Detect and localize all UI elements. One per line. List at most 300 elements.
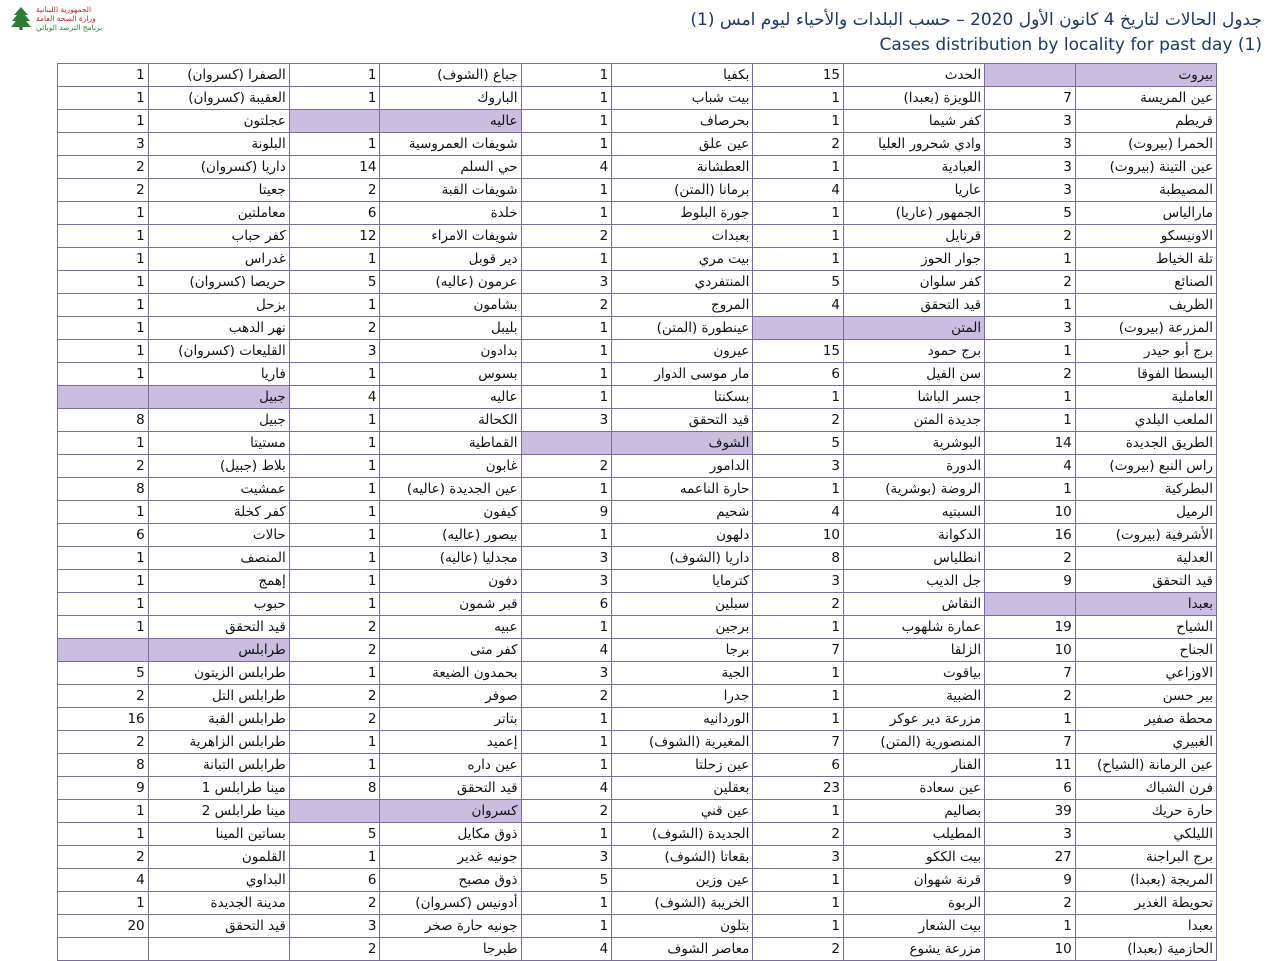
case-count-cell: 4 — [753, 294, 844, 317]
case-count-cell: 1 — [753, 800, 844, 823]
case-count-cell: 2 — [753, 133, 844, 156]
locality-name-cell: راس النبع (بيروت) — [1075, 455, 1216, 478]
locality-name-cell: الاوزاعي — [1075, 662, 1216, 685]
locality-name-cell: قيد التحقق — [380, 777, 521, 800]
case-count-cell: 2 — [521, 225, 612, 248]
case-count-cell: 5 — [521, 869, 612, 892]
case-count-cell: 16 — [58, 708, 149, 731]
case-count-cell: 9 — [521, 501, 612, 524]
case-count-cell: 1 — [289, 662, 380, 685]
case-count-cell: 4 — [521, 156, 612, 179]
case-count-cell — [289, 800, 380, 823]
locality-name-cell: قيد التحقق — [148, 616, 289, 639]
case-count-cell: 4 — [58, 869, 149, 892]
case-count-cell: 6 — [289, 202, 380, 225]
locality-name-cell: جورة البلوط — [612, 202, 753, 225]
table-row — [58, 409, 1217, 432]
table-row — [58, 616, 1217, 639]
case-count-cell: 4 — [521, 777, 612, 800]
locality-name-cell: سبلين — [612, 593, 753, 616]
locality-name-cell: فاريا — [148, 363, 289, 386]
locality-name-cell: مزرعة يشوع — [844, 938, 985, 961]
case-count-cell: 19 — [985, 616, 1076, 639]
logo-line-2: وزارة الصحة العامة — [36, 13, 96, 23]
locality-name-cell: مستيتا — [148, 432, 289, 455]
case-count-cell — [521, 432, 612, 455]
locality-name-cell: مدينة الجديدة — [148, 892, 289, 915]
locality-name-cell: دلهون — [612, 524, 753, 547]
case-count-cell: 2 — [289, 616, 380, 639]
case-count-cell: 2 — [521, 800, 612, 823]
case-count-cell: 1 — [753, 685, 844, 708]
locality-name-cell: قيد التحقق — [612, 409, 753, 432]
case-count-cell: 3 — [753, 455, 844, 478]
locality-name-cell: عينطورة (المتن) — [612, 317, 753, 340]
case-count-cell: 1 — [289, 524, 380, 547]
locality-name-cell: مجدليا (عاليه) — [380, 547, 521, 570]
case-count-cell: 4 — [753, 179, 844, 202]
locality-name-cell: الكحالة — [380, 409, 521, 432]
locality-name-cell: أدونيس (كسروان) — [380, 892, 521, 915]
case-count-cell: 1 — [753, 915, 844, 938]
case-count-cell: 1 — [58, 64, 149, 87]
locality-name-cell: برج حمود — [844, 340, 985, 363]
locality-name-cell: الصفرا (كسروان) — [148, 64, 289, 87]
case-count-cell — [58, 639, 149, 662]
locality-name-cell: المصيطبة — [1075, 179, 1216, 202]
locality-name-cell: نهر الدهب — [148, 317, 289, 340]
case-count-cell: 1 — [289, 478, 380, 501]
case-count-cell — [753, 317, 844, 340]
locality-name-cell: بتلون — [612, 915, 753, 938]
case-count-cell: 1 — [521, 478, 612, 501]
case-count-cell: 2 — [58, 731, 149, 754]
title-arabic: جدول الحالات لتاريخ 4 كانون الأول 2020 – حسب البلدات والأحياء ليوم امس (1) — [690, 10, 1262, 30]
locality-name-cell: محطة صفير — [1075, 708, 1216, 731]
case-count-cell: 1 — [58, 892, 149, 915]
case-count-cell: 1 — [985, 409, 1076, 432]
case-count-cell: 3 — [521, 662, 612, 685]
locality-name-cell: بصاليم — [844, 800, 985, 823]
case-count-cell: 1 — [289, 294, 380, 317]
case-count-cell: 1 — [58, 317, 149, 340]
locality-name-cell: مينا طرابلس 2 — [148, 800, 289, 823]
case-count-cell: 6 — [753, 363, 844, 386]
locality-name-cell: مارالياس — [1075, 202, 1216, 225]
table-row — [58, 685, 1217, 708]
table-row — [58, 524, 1217, 547]
case-count-cell: 3 — [289, 915, 380, 938]
locality-name-cell: المريجة (بعبدا) — [1075, 869, 1216, 892]
locality-name-cell: غدراس — [148, 248, 289, 271]
locality-name-cell: بحمدون الضيعة — [380, 662, 521, 685]
locality-name-cell: الحمرا (بيروت) — [1075, 133, 1216, 156]
case-count-cell: 3 — [521, 846, 612, 869]
case-count-cell: 1 — [753, 478, 844, 501]
table-row — [58, 869, 1217, 892]
case-count-cell — [58, 386, 149, 409]
case-count-cell: 1 — [289, 547, 380, 570]
locality-name-cell: انطلياس — [844, 547, 985, 570]
table-row — [58, 639, 1217, 662]
locality-name-cell: حارة الناعمه — [612, 478, 753, 501]
locality-name-cell: الروضة (بوشرية) — [844, 478, 985, 501]
locality-name-cell: الغبيري — [1075, 731, 1216, 754]
case-count-cell: 6 — [58, 524, 149, 547]
case-count-cell: 1 — [753, 892, 844, 915]
locality-name-cell: قرنة شهوان — [844, 869, 985, 892]
case-count-cell: 1 — [289, 501, 380, 524]
case-count-cell: 3 — [985, 110, 1076, 133]
case-count-cell: 3 — [753, 846, 844, 869]
case-count-cell: 6 — [521, 593, 612, 616]
locality-name-cell: شويفات القبة — [380, 179, 521, 202]
case-count-cell: 1 — [58, 570, 149, 593]
locality-name-cell: حارة حريك — [1075, 800, 1216, 823]
locality-name-cell: العطشانة — [612, 156, 753, 179]
case-count-cell: 12 — [289, 225, 380, 248]
locality-name-cell: البلونة — [148, 133, 289, 156]
locality-name-cell: عرمون (عاليه) — [380, 271, 521, 294]
locality-name-cell: قيد التحقق — [844, 294, 985, 317]
locality-name-cell: بيت الشعار — [844, 915, 985, 938]
locality-name-cell: الاونيسكو — [1075, 225, 1216, 248]
locality-name-cell: المزرعة (بيروت) — [1075, 317, 1216, 340]
locality-name-cell: غابون — [380, 455, 521, 478]
case-count-cell: 1 — [753, 87, 844, 110]
table-row — [58, 455, 1217, 478]
table-row — [58, 202, 1217, 225]
case-count-cell: 3 — [753, 570, 844, 593]
case-count-cell: 2 — [289, 708, 380, 731]
locality-name-cell: طرابلس الزيتون — [148, 662, 289, 685]
case-count-cell: 1 — [521, 386, 612, 409]
case-count-cell: 2 — [289, 639, 380, 662]
case-count-cell: 7 — [985, 731, 1076, 754]
case-count-cell: 1 — [58, 248, 149, 271]
case-count-cell: 14 — [985, 432, 1076, 455]
locality-name-cell: الخريبة (الشوف) — [612, 892, 753, 915]
locality-name-cell: شويفات العمروسية — [380, 133, 521, 156]
locality-name-cell: قريطم — [1075, 110, 1216, 133]
locality-name-cell: الوردانيه — [612, 708, 753, 731]
locality-name-cell: عاريا — [844, 179, 985, 202]
case-count-cell: 5 — [753, 432, 844, 455]
locality-name-cell: الربوة — [844, 892, 985, 915]
locality-name-cell: سن الفيل — [844, 363, 985, 386]
locality-name-cell: البطركية — [1075, 478, 1216, 501]
locality-name-cell: كفر شيما — [844, 110, 985, 133]
case-count-cell: 1 — [521, 340, 612, 363]
locality-name-cell: البداوي — [148, 869, 289, 892]
case-count-cell: 1 — [521, 731, 612, 754]
case-count-cell: 2 — [985, 271, 1076, 294]
district-header-cell: طرابلس — [148, 639, 289, 662]
case-count-cell: 1 — [521, 248, 612, 271]
case-count-cell — [289, 110, 380, 133]
locality-name-cell: العبادية — [844, 156, 985, 179]
locality-name-cell: عبيه — [380, 616, 521, 639]
table-row — [58, 133, 1217, 156]
locality-name-cell: القماطية — [380, 432, 521, 455]
case-count-cell: 1 — [753, 869, 844, 892]
case-count-cell: 1 — [985, 248, 1076, 271]
locality-name-cell: قيد التحقق — [148, 915, 289, 938]
case-count-cell: 1 — [753, 708, 844, 731]
case-count-cell: 1 — [521, 915, 612, 938]
locality-name-cell: الحدث — [844, 64, 985, 87]
locality-name-cell: الصنائع — [1075, 271, 1216, 294]
district-header-cell: بيروت — [1075, 64, 1216, 87]
case-count-cell: 2 — [289, 938, 380, 961]
case-count-cell: 1 — [58, 593, 149, 616]
case-count-cell: 7 — [985, 662, 1076, 685]
locality-name-cell: وادي شحرور العليا — [844, 133, 985, 156]
case-count-cell: 1 — [521, 202, 612, 225]
case-count-cell: 6 — [753, 754, 844, 777]
locality-name-cell: بشامون — [380, 294, 521, 317]
locality-name-cell: ذوق مكايل — [380, 823, 521, 846]
locality-name-cell: الضبية — [844, 685, 985, 708]
case-count-cell: 7 — [753, 639, 844, 662]
locality-name-cell: المنصف — [148, 547, 289, 570]
locality-name-cell: بلاط (جبيل) — [148, 455, 289, 478]
locality-name-cell: بسكنتا — [612, 386, 753, 409]
table-row — [58, 248, 1217, 271]
case-count-cell: 5 — [985, 202, 1076, 225]
locality-name-cell: بحرصاف — [612, 110, 753, 133]
locality-name-cell: معاصر الشوف — [612, 938, 753, 961]
locality-name-cell: القلمون — [148, 846, 289, 869]
case-count-cell: 1 — [58, 110, 149, 133]
locality-name-cell: الجية — [612, 662, 753, 685]
locality-name-cell: كفر كخلة — [148, 501, 289, 524]
locality-name-cell: شحيم — [612, 501, 753, 524]
locality-name-cell: مينا طرابلس 1 — [148, 777, 289, 800]
case-count-cell: 1 — [985, 478, 1076, 501]
locality-name-cell: جونيه حارة صخر — [380, 915, 521, 938]
table-row — [58, 547, 1217, 570]
case-count-cell: 2 — [289, 892, 380, 915]
district-header-cell: عاليه — [380, 110, 521, 133]
case-count-cell: 4 — [289, 386, 380, 409]
table-row — [58, 225, 1217, 248]
locality-name-cell: معاملتين — [148, 202, 289, 225]
case-count-cell: 1 — [58, 363, 149, 386]
locality-name-cell: طبرجا — [380, 938, 521, 961]
locality-name-cell: عين علق — [612, 133, 753, 156]
locality-name-cell: حالات — [148, 524, 289, 547]
locality-name-cell: عاليه — [380, 386, 521, 409]
locality-name-cell: الباروك — [380, 87, 521, 110]
locality-name-cell: جونيه غدير — [380, 846, 521, 869]
case-count-cell: 8 — [289, 777, 380, 800]
case-count-cell: 1 — [289, 133, 380, 156]
cedar-logo-icon — [8, 5, 34, 31]
table-row — [58, 478, 1217, 501]
case-count-cell: 10 — [985, 639, 1076, 662]
table-row — [58, 501, 1217, 524]
case-count-cell: 5 — [289, 823, 380, 846]
ministry-logo — [8, 3, 116, 33]
table-row — [58, 340, 1217, 363]
case-count-cell: 1 — [58, 87, 149, 110]
locality-name-cell: عين المريسة — [1075, 87, 1216, 110]
case-count-cell: 3 — [985, 156, 1076, 179]
case-count-cell: 2 — [985, 363, 1076, 386]
table-row — [58, 432, 1217, 455]
table-row — [58, 892, 1217, 915]
cases-table-body — [58, 64, 1217, 961]
locality-name-cell: البسطا الفوقا — [1075, 363, 1216, 386]
case-count-cell: 1 — [753, 386, 844, 409]
locality-name-cell: جل الديب — [844, 570, 985, 593]
case-count-cell: 2 — [753, 409, 844, 432]
case-count-cell: 1 — [521, 110, 612, 133]
locality-name-cell: عين وزين — [612, 869, 753, 892]
locality-name-cell: بزحل — [148, 294, 289, 317]
case-count-cell: 6 — [289, 869, 380, 892]
case-count-cell: 1 — [289, 87, 380, 110]
case-count-cell: 7 — [753, 731, 844, 754]
locality-name-cell: برجين — [612, 616, 753, 639]
locality-name-cell: السبتيه — [844, 501, 985, 524]
case-count-cell: 1 — [521, 754, 612, 777]
case-count-cell: 1 — [753, 156, 844, 179]
case-count-cell: 1 — [985, 915, 1076, 938]
locality-name-cell: بساتين المينا — [148, 823, 289, 846]
case-count-cell: 2 — [289, 685, 380, 708]
case-count-cell: 1 — [289, 754, 380, 777]
case-count-cell: 3 — [985, 179, 1076, 202]
case-count-cell: 9 — [985, 570, 1076, 593]
case-count-cell: 1 — [521, 616, 612, 639]
case-count-cell: 1 — [58, 271, 149, 294]
locality-name-cell: برمانا (المتن) — [612, 179, 753, 202]
locality-name-cell: مار موسى الدوار — [612, 363, 753, 386]
table-row — [58, 156, 1217, 179]
case-count-cell: 2 — [753, 593, 844, 616]
table-row — [58, 708, 1217, 731]
case-count-cell: 2 — [521, 294, 612, 317]
case-count-cell: 1 — [289, 409, 380, 432]
locality-name-cell: إهمج — [148, 570, 289, 593]
case-count-cell — [985, 64, 1076, 87]
case-count-cell: 5 — [753, 271, 844, 294]
case-count-cell: 2 — [521, 685, 612, 708]
case-count-cell: 2 — [985, 892, 1076, 915]
case-count-cell: 1 — [753, 225, 844, 248]
cases-table — [57, 63, 1217, 961]
case-count-cell: 1 — [58, 616, 149, 639]
case-count-cell: 1 — [753, 202, 844, 225]
table-row — [58, 593, 1217, 616]
locality-name-cell: طرابلس التبانة — [148, 754, 289, 777]
table-row — [58, 662, 1217, 685]
case-count-cell: 2 — [289, 179, 380, 202]
locality-name-cell: جعيتا — [148, 179, 289, 202]
locality-name-cell: المغيرية (الشوف) — [612, 731, 753, 754]
case-count-cell: 2 — [985, 685, 1076, 708]
case-count-cell: 1 — [289, 846, 380, 869]
locality-name-cell: بيت شباب — [612, 87, 753, 110]
locality-name-cell: النقاش — [844, 593, 985, 616]
case-count-cell: 2 — [289, 317, 380, 340]
locality-name-cell: تلة الخياط — [1075, 248, 1216, 271]
locality-name-cell: برجا — [612, 639, 753, 662]
case-count-cell: 1 — [58, 340, 149, 363]
locality-name-cell: الطريق الجديدة — [1075, 432, 1216, 455]
table-row — [58, 87, 1217, 110]
locality-name-cell: قبر شمون — [380, 593, 521, 616]
case-count-cell: 8 — [58, 754, 149, 777]
locality-name-cell: برج البراجنة — [1075, 846, 1216, 869]
case-count-cell: 8 — [58, 409, 149, 432]
locality-name-cell: صوفر — [380, 685, 521, 708]
title-english: Cases distribution by locality for past day (1) — [879, 35, 1262, 55]
case-count-cell: 3 — [58, 133, 149, 156]
case-count-cell: 3 — [985, 317, 1076, 340]
case-count-cell: 10 — [985, 938, 1076, 961]
table-row — [58, 823, 1217, 846]
locality-name-cell: بير حسن — [1075, 685, 1216, 708]
case-count-cell: 1 — [289, 363, 380, 386]
case-count-cell: 1 — [521, 823, 612, 846]
locality-name-cell: جباع (الشوف) — [380, 64, 521, 87]
locality-name-cell: الدكوانة — [844, 524, 985, 547]
locality-name-cell: القليعات (كسروان) — [148, 340, 289, 363]
case-count-cell: 8 — [58, 478, 149, 501]
locality-name-cell: داريا (الشوف) — [612, 547, 753, 570]
case-count-cell: 1 — [289, 570, 380, 593]
logo-line-3: برنامج الترصد الوبائي — [36, 22, 103, 32]
case-count-cell: 23 — [753, 777, 844, 800]
locality-name-cell: كفر حباب — [148, 225, 289, 248]
locality-name-cell: عجلتون — [148, 110, 289, 133]
case-count-cell — [985, 593, 1076, 616]
locality-name-cell: الجناح — [1075, 639, 1216, 662]
locality-name-cell: مزرعة دير عوكر — [844, 708, 985, 731]
case-count-cell: 1 — [521, 892, 612, 915]
case-count-cell: 10 — [753, 524, 844, 547]
locality-name-cell: الدامور — [612, 455, 753, 478]
table-row — [58, 570, 1217, 593]
table-row — [58, 386, 1217, 409]
case-count-cell: 1 — [58, 823, 149, 846]
locality-name-cell: طرابلس الزاهرية — [148, 731, 289, 754]
locality-name-cell: كترمايا — [612, 570, 753, 593]
logo-text — [36, 5, 102, 32]
locality-name-cell: عين قني — [612, 800, 753, 823]
locality-name-cell: حبوب — [148, 593, 289, 616]
case-count-cell: 27 — [985, 846, 1076, 869]
case-count-cell: 9 — [985, 869, 1076, 892]
locality-name-cell: بياقوت — [844, 662, 985, 685]
locality-name-cell: بيصور (عاليه) — [380, 524, 521, 547]
locality-name-cell: الشياح — [1075, 616, 1216, 639]
district-header-cell: جبيل — [148, 386, 289, 409]
case-count-cell: 9 — [58, 777, 149, 800]
locality-name-cell: بليبل — [380, 317, 521, 340]
case-count-cell: 1 — [753, 616, 844, 639]
locality-name-cell: عين زحلتا — [612, 754, 753, 777]
case-count-cell: 1 — [289, 432, 380, 455]
case-count-cell: 2 — [753, 823, 844, 846]
case-count-cell: 10 — [985, 501, 1076, 524]
case-count-cell: 1 — [289, 64, 380, 87]
case-count-cell: 1 — [521, 317, 612, 340]
case-count-cell: 1 — [289, 455, 380, 478]
